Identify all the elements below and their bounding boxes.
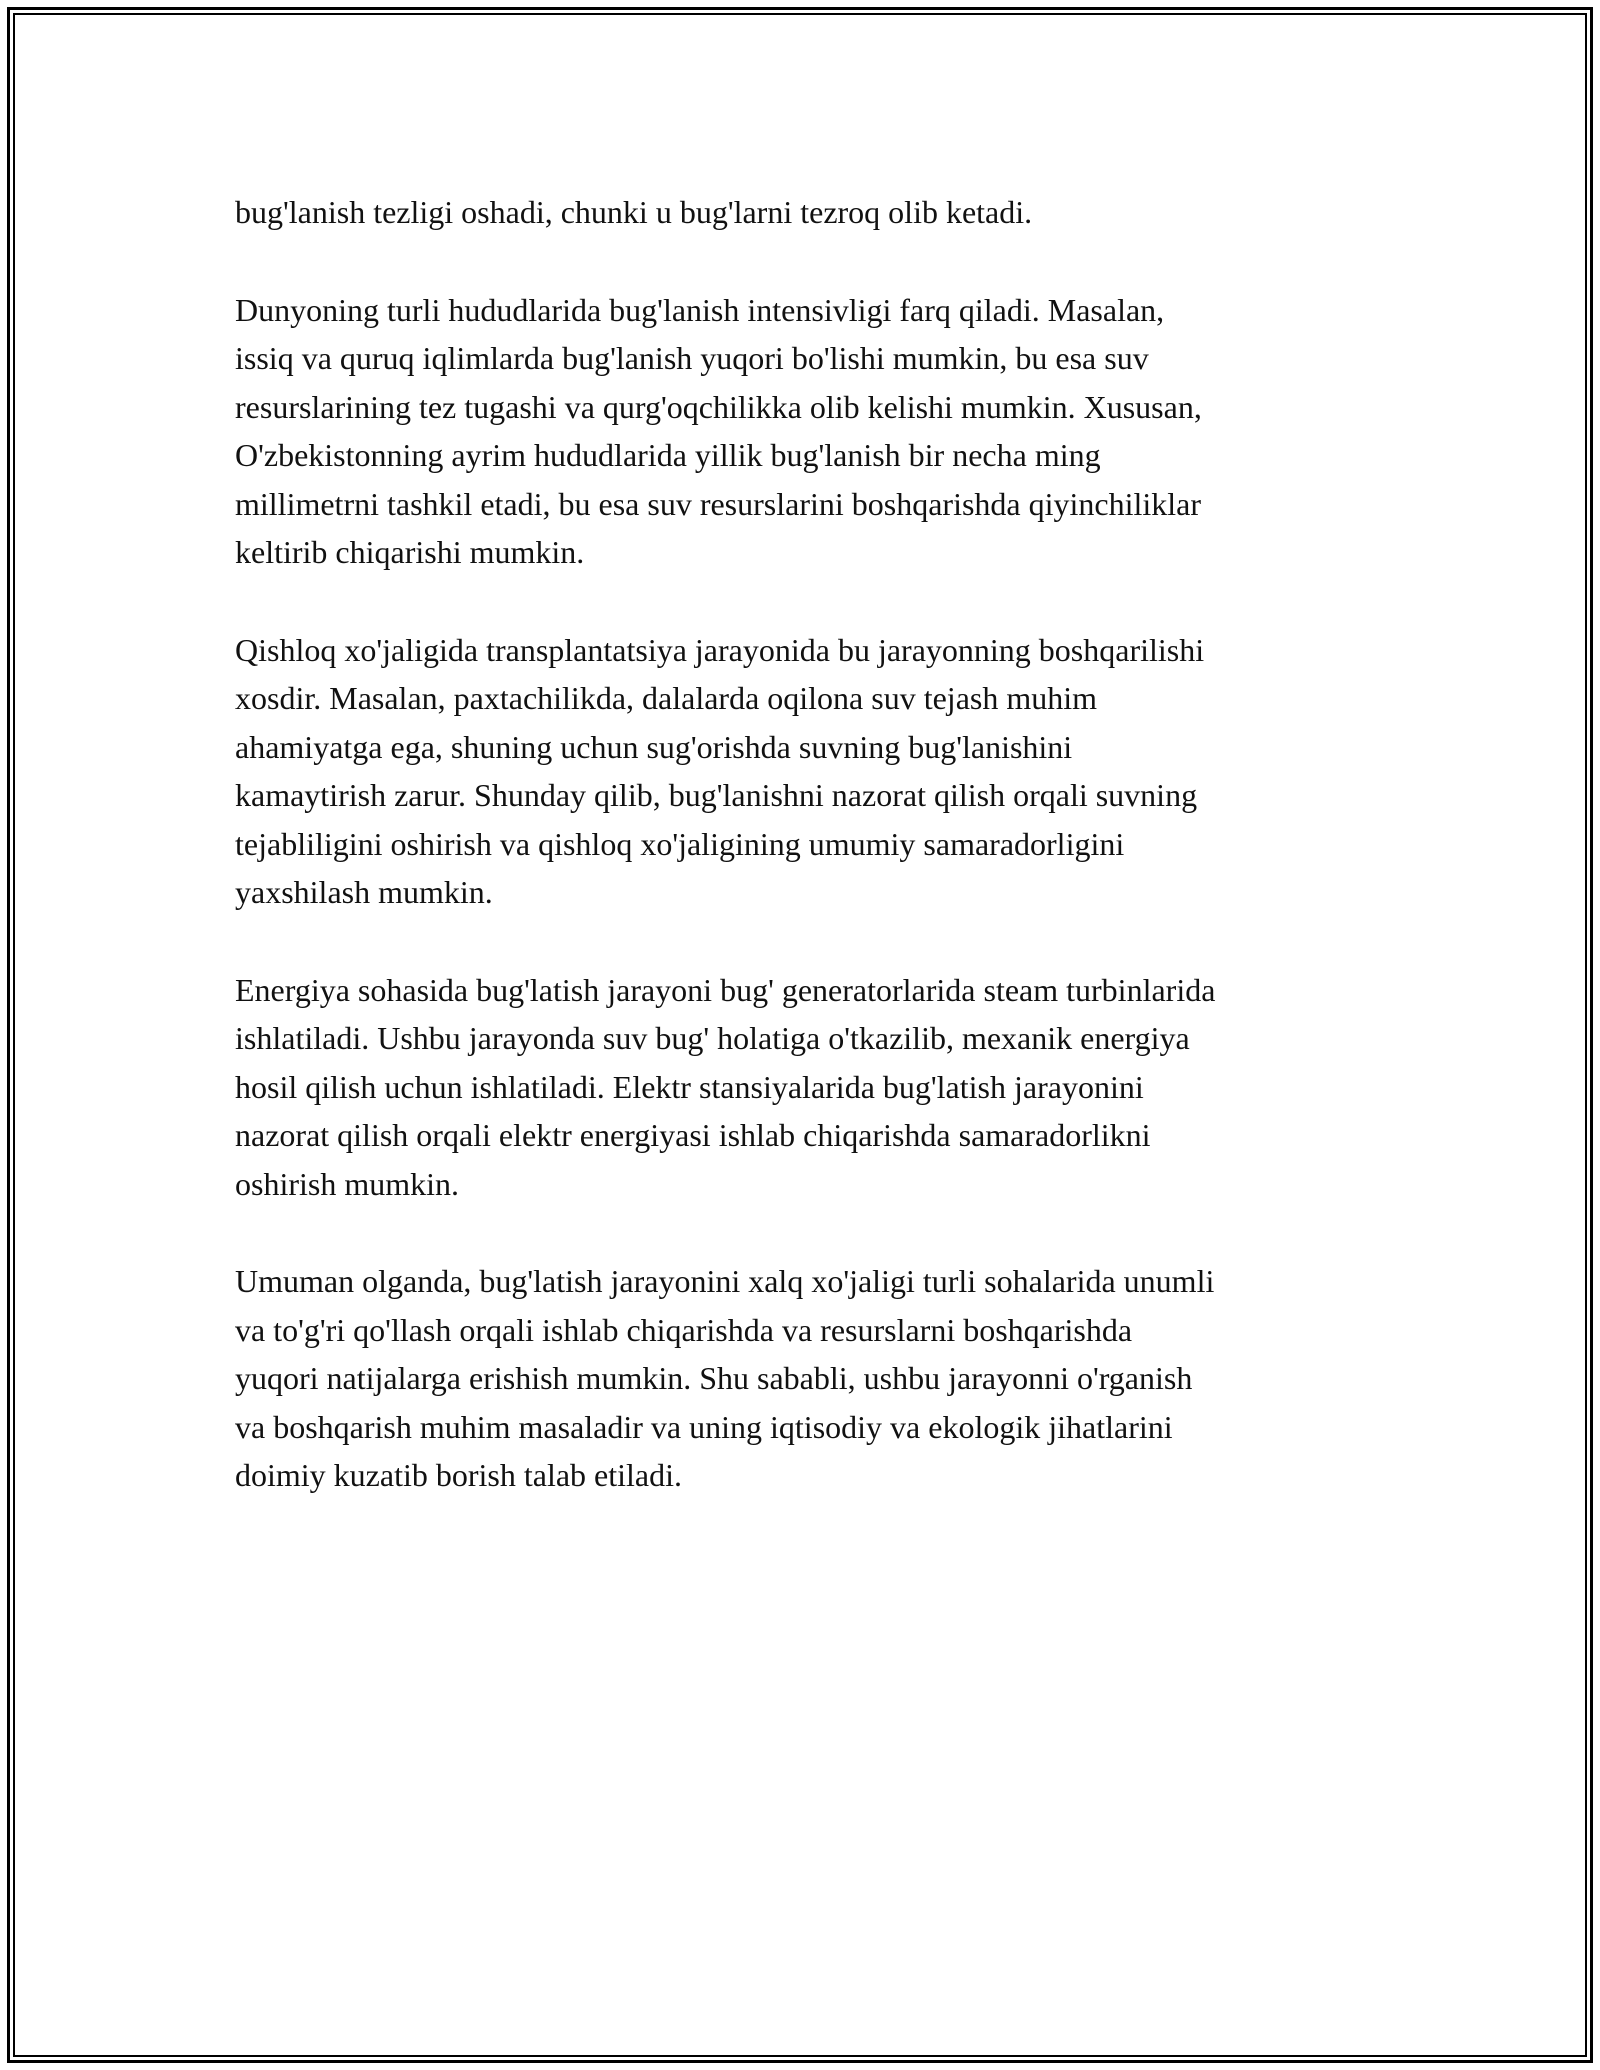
document-body [235,188,1380,1549]
paragraph: Umuman olganda, bug'latish jarayonini xalq xo'jaligi turli sohalarida unumli va to'g'ri qo'llash orqali ishlab chiqarishda va resurslarni boshqarishda yuqori natijalarga erishish mumkin. Shu sababli, ushbu jarayonni o'rganish va boshqarish muhim masaladir va uning iqtisodiy va ekologik jihatlarini doimiy kuzatib borish talab etiladi. [235,1263,1215,1493]
paragraph: Qishloq xo'jaligida transplantatsiya jarayonida bu jarayonning boshqarilishi xosdir. Masalan, paxtachilikda, dalalarda oqilona suv tejash muhim ahamiyatga ega, shuning uchun sug'orishda suvning bug'lanishini kamaytirish zarur. Shunday qilib, bug'lanishni nazorat qilish orqali suvning tejabliligini oshirish va qishloq xo'jaligining umumiy samaradorligini yaxshilash mumkin. [235,631,1205,910]
paragraph: Dunyoning turli hududlarida bug'lanish intensivligi farq qiladi. Masalan, issiq va quruq iqlimlarda bug'lanish yuqori bo'lishi mumkin, bu esa suv resurslarining tez tugashi va qurg'oqchilikka olib kelishi mumkin. Xususan, O'zbekistonning ayrim hududlarida yillik bug'lanish bir necha ming millimetrni tashkil etadi, bu esa suv resurslarini boshqarishda qiyinchiliklar keltirib chiqarishi mumkin. [235,291,1202,570]
paragraph: bug'lanish tezligi oshadi, chunki u bug'larni tezroq olib ketadi. [235,194,1033,230]
paragraph: Energiya sohasida bug'latish jarayoni bug' generatorlarida steam turbinlarida ishlatiladi. Ushbu jarayonda suv bug' holatiga o'tkazilib, mexanik energiya hosil qilish uchun ishlatiladi. Elektr stansiyalarida bug'latish jarayonini nazorat qilish orqali elektr energiyasi ishlab chiqarishda samaradorlikni oshirish mumkin. [235,971,1216,1202]
